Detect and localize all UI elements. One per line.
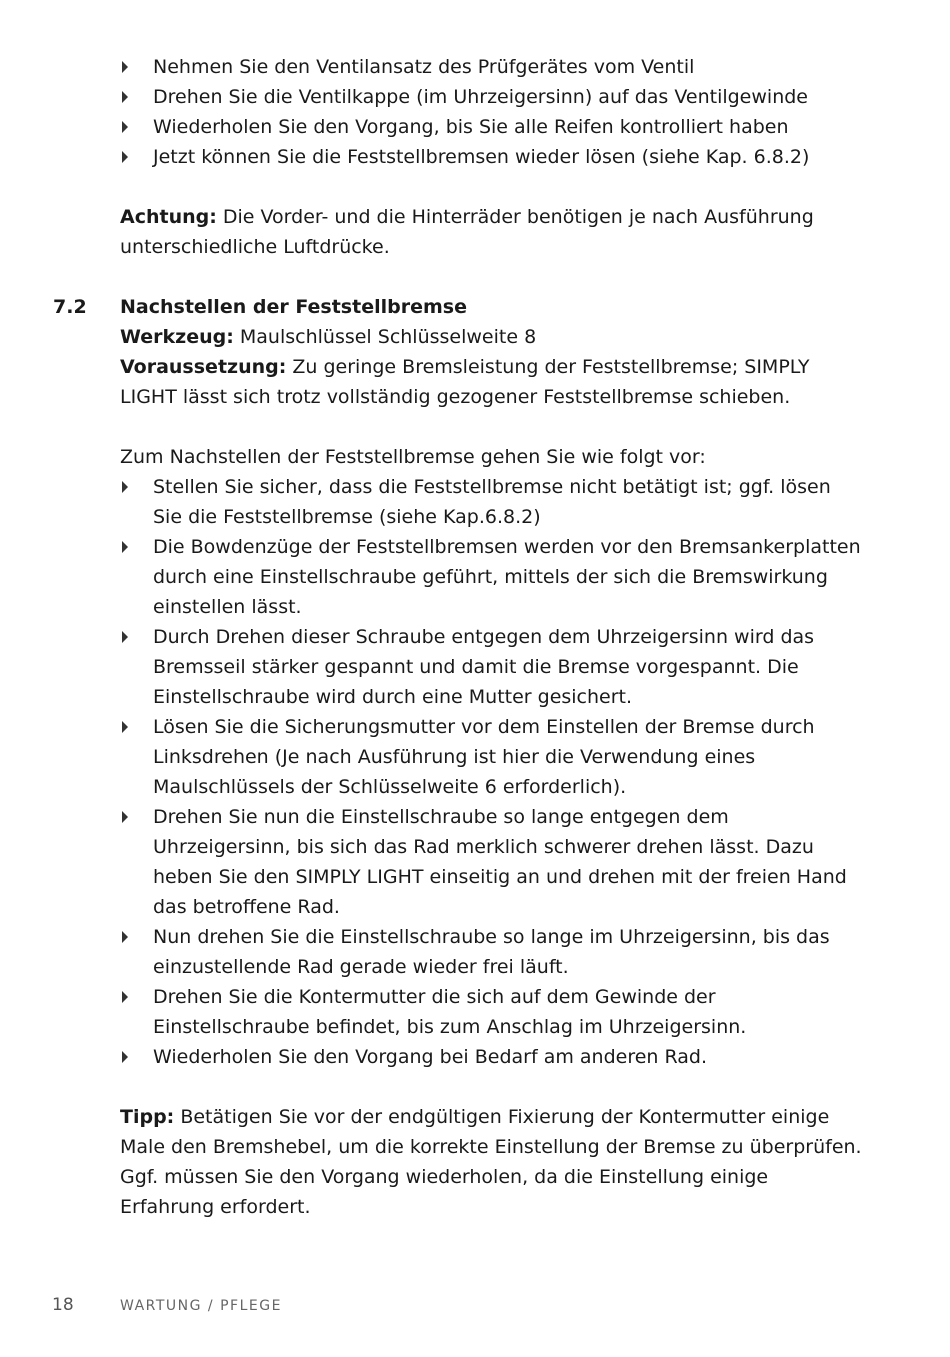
bullet-arrow-icon [122,631,128,643]
steps-bullet-list [120,472,865,1072]
list-item: Drehen Sie die Kontermutter die sich auf dem Gewinde der Einstellschraube befindet, bis zum Anschlag im Uhrzeigersinn. [120,982,865,1042]
footer-section-label: WARTUNG / PFLEGE [120,1298,282,1314]
bullet-arrow-icon [122,61,128,73]
bullet-arrow-icon [122,1051,128,1063]
page-number: 18 [52,1295,74,1315]
section-heading [53,292,865,322]
achtung-text: Die Vorder- und die Hinterräder benötigen je nach Ausführung unterschiedliche Luftdrücke. [120,206,814,258]
achtung-note [120,202,865,262]
bullet-arrow-icon [122,811,128,823]
bullet-arrow-icon [122,721,128,733]
section-title: Nachstellen der Feststellbremse [120,296,467,318]
list-item: Nehmen Sie den Ventilansatz des Prüfgerätes vom Ventil [120,52,865,82]
list-item: Stellen Sie sicher, dass die Feststellbremse nicht betätigt ist; ggf. lösen Sie die Feststellbremse (siehe Kap.6.8.2) [120,472,865,532]
werkzeug-label: Werkzeug: [120,326,234,348]
list-item: Die Bowdenzüge der Feststellbremsen werden vor den Bremsankerplatten durch eine Einstellschraube geführt, mittels der sich die Bremswirkung einstellen lässt. [120,532,865,622]
achtung-label: Achtung: [120,206,217,228]
bullet-arrow-icon [122,931,128,943]
page-content [53,52,865,1222]
bullet-arrow-icon [122,991,128,1003]
intro-bullet-list [120,52,865,172]
voraussetzung-line [120,352,865,412]
section-number: 7.2 [53,296,87,318]
list-item: Wiederholen Sie den Vorgang, bis Sie alle Reifen kontrolliert haben [120,112,865,142]
steps-intro: Zum Nachstellen der Feststellbremse gehen Sie wie folgt vor: [120,446,706,468]
bullet-arrow-icon [122,121,128,133]
bullet-arrow-icon [122,151,128,163]
bullet-arrow-icon [122,91,128,103]
voraussetzung-text: Zu geringe Bremsleistung der Feststellbremse; SIMPLY LIGHT lässt sich trotz vollständig gezogener Feststellbremse schieben. [120,356,810,408]
tipp-text: Betätigen Sie vor der endgültigen Fixierung der Kontermutter einige Male den Bremshebel, um die korrekte Einstellung der Bremse zu überprüfen. Ggf. müssen Sie den Vorgang wiederholen, da die Einstellung einige Erfahrung erfordert. [120,1106,862,1218]
page-footer [52,1290,282,1320]
werkzeug-text: Maulschlüssel Schlüsselweite 8 [233,326,537,348]
list-item: Drehen Sie die Ventilkappe (im Uhrzeigersinn) auf das Ventilgewinde [120,82,865,112]
list-item: Nun drehen Sie die Einstellschraube so lange im Uhrzeigersinn, bis das einzustellende Rad gerade wieder frei läuft. [120,922,865,982]
bullet-arrow-icon [122,541,128,553]
list-item: Drehen Sie nun die Einstellschraube so lange entgegen dem Uhrzeigersinn, bis sich das Rad merklich schwerer drehen lässt. Dazu heben Sie den SIMPLY LIGHT einseitig an und drehen mit der freien Hand das betroffene Rad. [120,802,865,922]
list-item: Durch Drehen dieser Schraube entgegen dem Uhrzeigersinn wird das Bremsseil stärker gespannt und damit die Bremse vorgespannt. Die Einstellschraube wird durch eine Mutter gesichert. [120,622,865,712]
bullet-arrow-icon [122,481,128,493]
tipp-note [120,1102,865,1222]
list-item: Lösen Sie die Sicherungsmutter vor dem Einstellen der Bremse durch Linksdrehen (Je nach Ausführung ist hier die Verwendung eines Maulschlüssels der Schlüsselweite 6 erforderlich). [120,712,865,802]
list-item: Jetzt können Sie die Feststellbremsen wieder lösen (siehe Kap. 6.8.2) [120,142,865,172]
voraussetzung-label: Voraussetzung: [120,356,287,378]
list-item: Wiederholen Sie den Vorgang bei Bedarf am anderen Rad. [120,1042,865,1072]
werkzeug-line [120,322,865,352]
tipp-label: Tipp: [120,1106,175,1128]
